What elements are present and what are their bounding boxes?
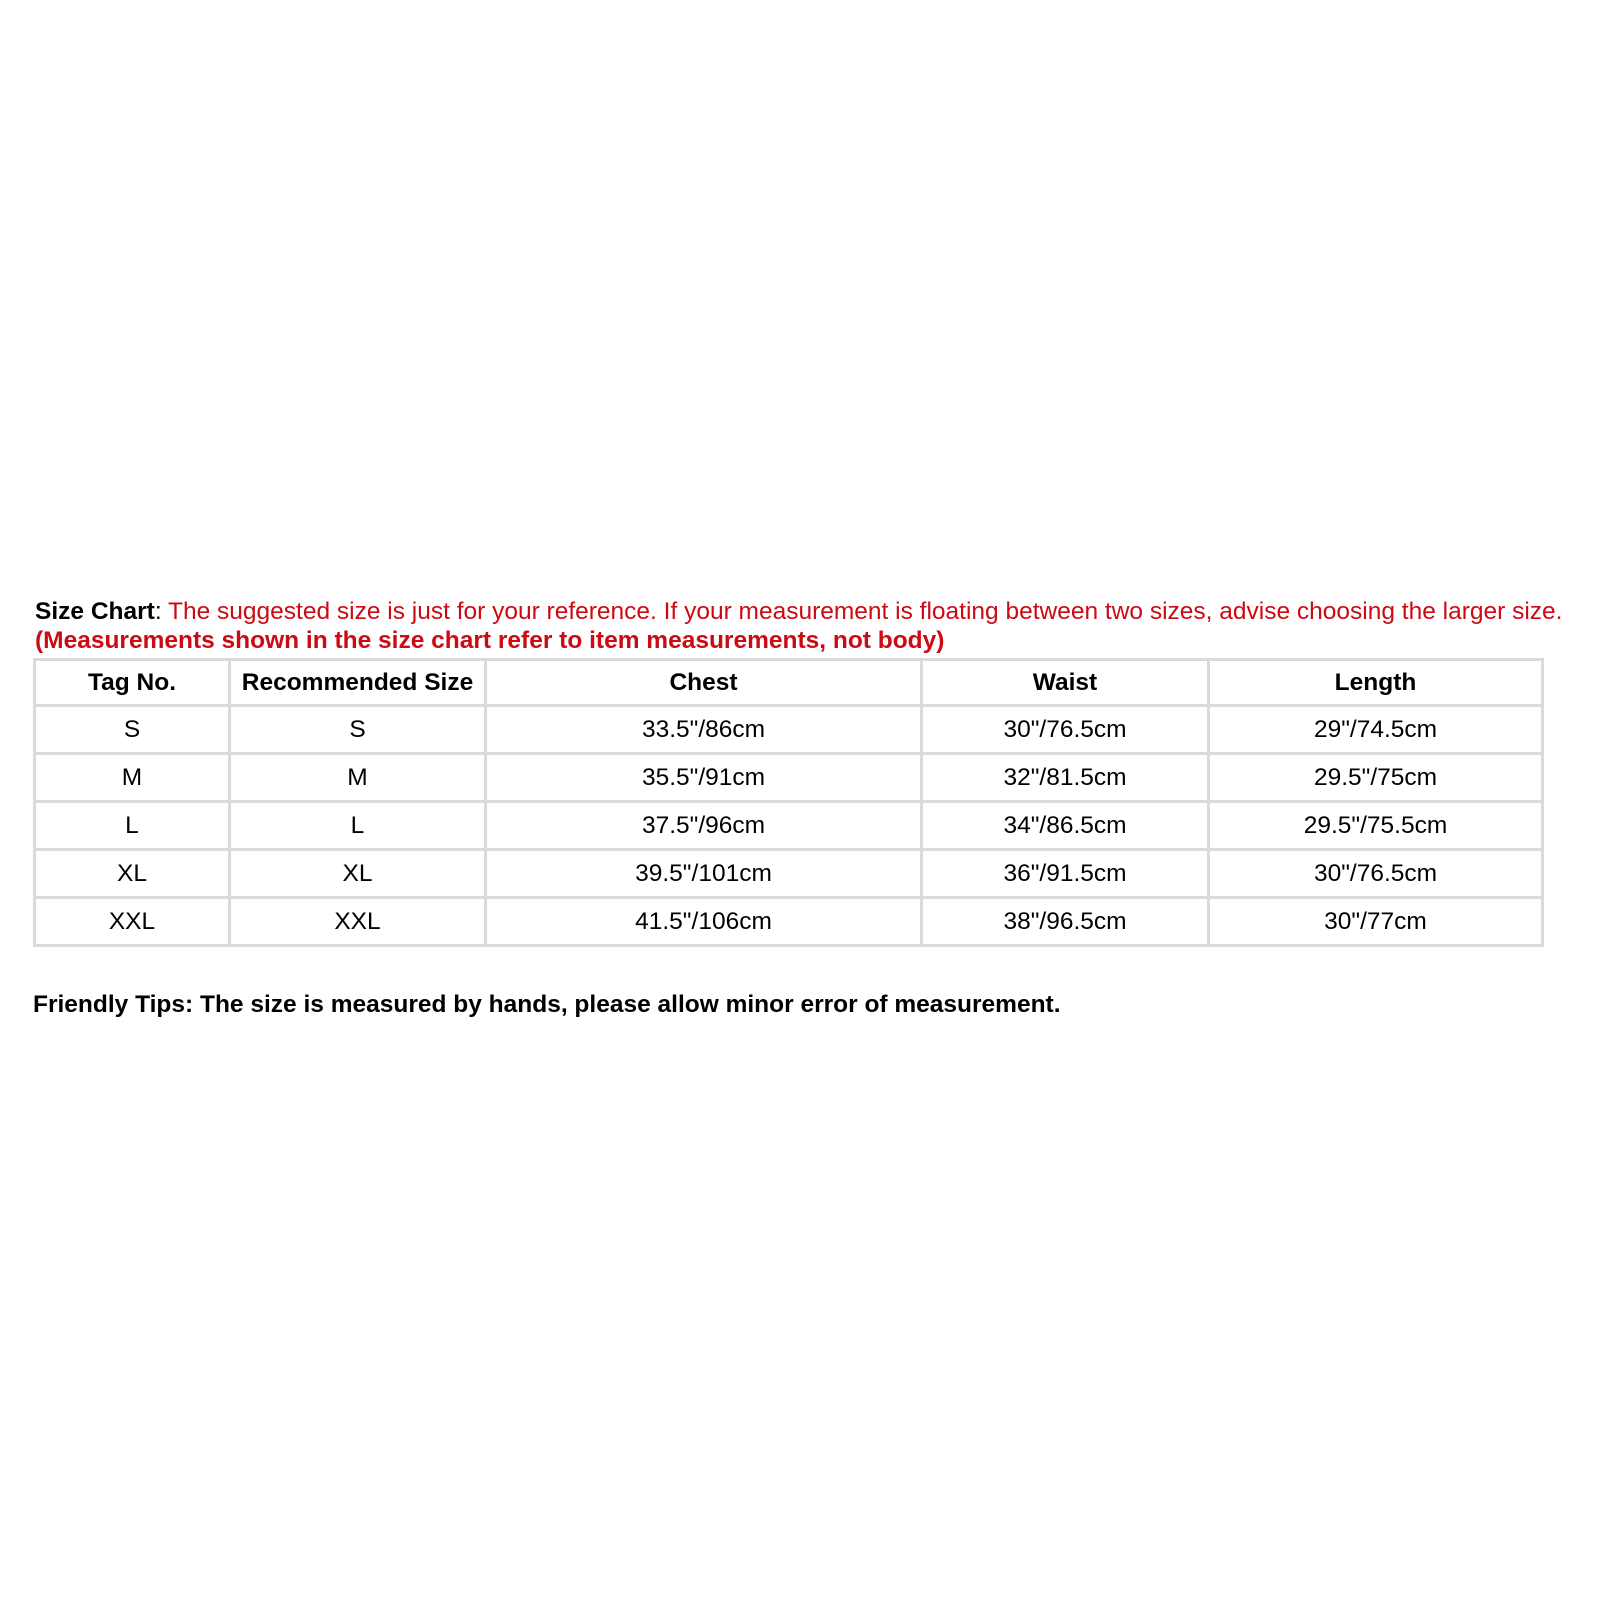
header-recommended-size: Recommended Size — [230, 660, 486, 706]
header-chest: Chest — [486, 660, 922, 706]
cell-tag-no: XXL — [35, 898, 230, 946]
cell-chest: 41.5"/106cm — [486, 898, 922, 946]
header-waist: Waist — [922, 660, 1209, 706]
size-chart-measurement-note: (Measurements shown in the size chart refer to item measurements, not body) — [35, 627, 945, 654]
cell-waist: 38"/96.5cm — [922, 898, 1209, 946]
cell-length: 29"/74.5cm — [1209, 706, 1543, 754]
size-chart-note: The suggested size is just for your reference. If your measurement is floating between two sizes, advise choosing the larger size. — [161, 598, 1563, 625]
cell-chest: 39.5"/101cm — [486, 850, 922, 898]
cell-recommended-size: S — [230, 706, 486, 754]
cell-tag-no: S — [35, 706, 230, 754]
cell-tag-no: XL — [35, 850, 230, 898]
cell-chest: 35.5"/91cm — [486, 754, 922, 802]
size-chart-colon: : — [154, 598, 162, 625]
header-tag-no: Tag No. — [35, 660, 230, 706]
cell-length: 30"/77cm — [1209, 898, 1543, 946]
header-length: Length — [1209, 660, 1543, 706]
table-row — [35, 706, 1543, 754]
cell-chest: 33.5"/86cm — [486, 706, 922, 754]
cell-waist: 36"/91.5cm — [922, 850, 1209, 898]
cell-length: 29.5"/75cm — [1209, 754, 1543, 802]
cell-recommended-size: L — [230, 802, 486, 850]
table-header-row — [35, 660, 1543, 706]
cell-tag-no: M — [35, 754, 230, 802]
cell-tag-no: L — [35, 802, 230, 850]
cell-waist: 30"/76.5cm — [922, 706, 1209, 754]
cell-length: 30"/76.5cm — [1209, 850, 1543, 898]
size-chart-table — [33, 658, 1544, 947]
cell-waist: 34"/86.5cm — [922, 802, 1209, 850]
table-row — [35, 850, 1543, 898]
size-chart-label: Size Chart — [35, 598, 155, 625]
cell-recommended-size: XL — [230, 850, 486, 898]
table-row — [35, 802, 1543, 850]
cell-recommended-size: XXL — [230, 898, 486, 946]
cell-chest: 37.5"/96cm — [486, 802, 922, 850]
cell-recommended-size: M — [230, 754, 486, 802]
size-chart-intro — [35, 597, 1575, 655]
cell-waist: 32"/81.5cm — [922, 754, 1209, 802]
friendly-tips: Friendly Tips: The size is measured by hands, please allow minor error of measurement. — [33, 991, 1061, 1018]
table-row — [35, 754, 1543, 802]
table-row — [35, 898, 1543, 946]
cell-length: 29.5"/75.5cm — [1209, 802, 1543, 850]
